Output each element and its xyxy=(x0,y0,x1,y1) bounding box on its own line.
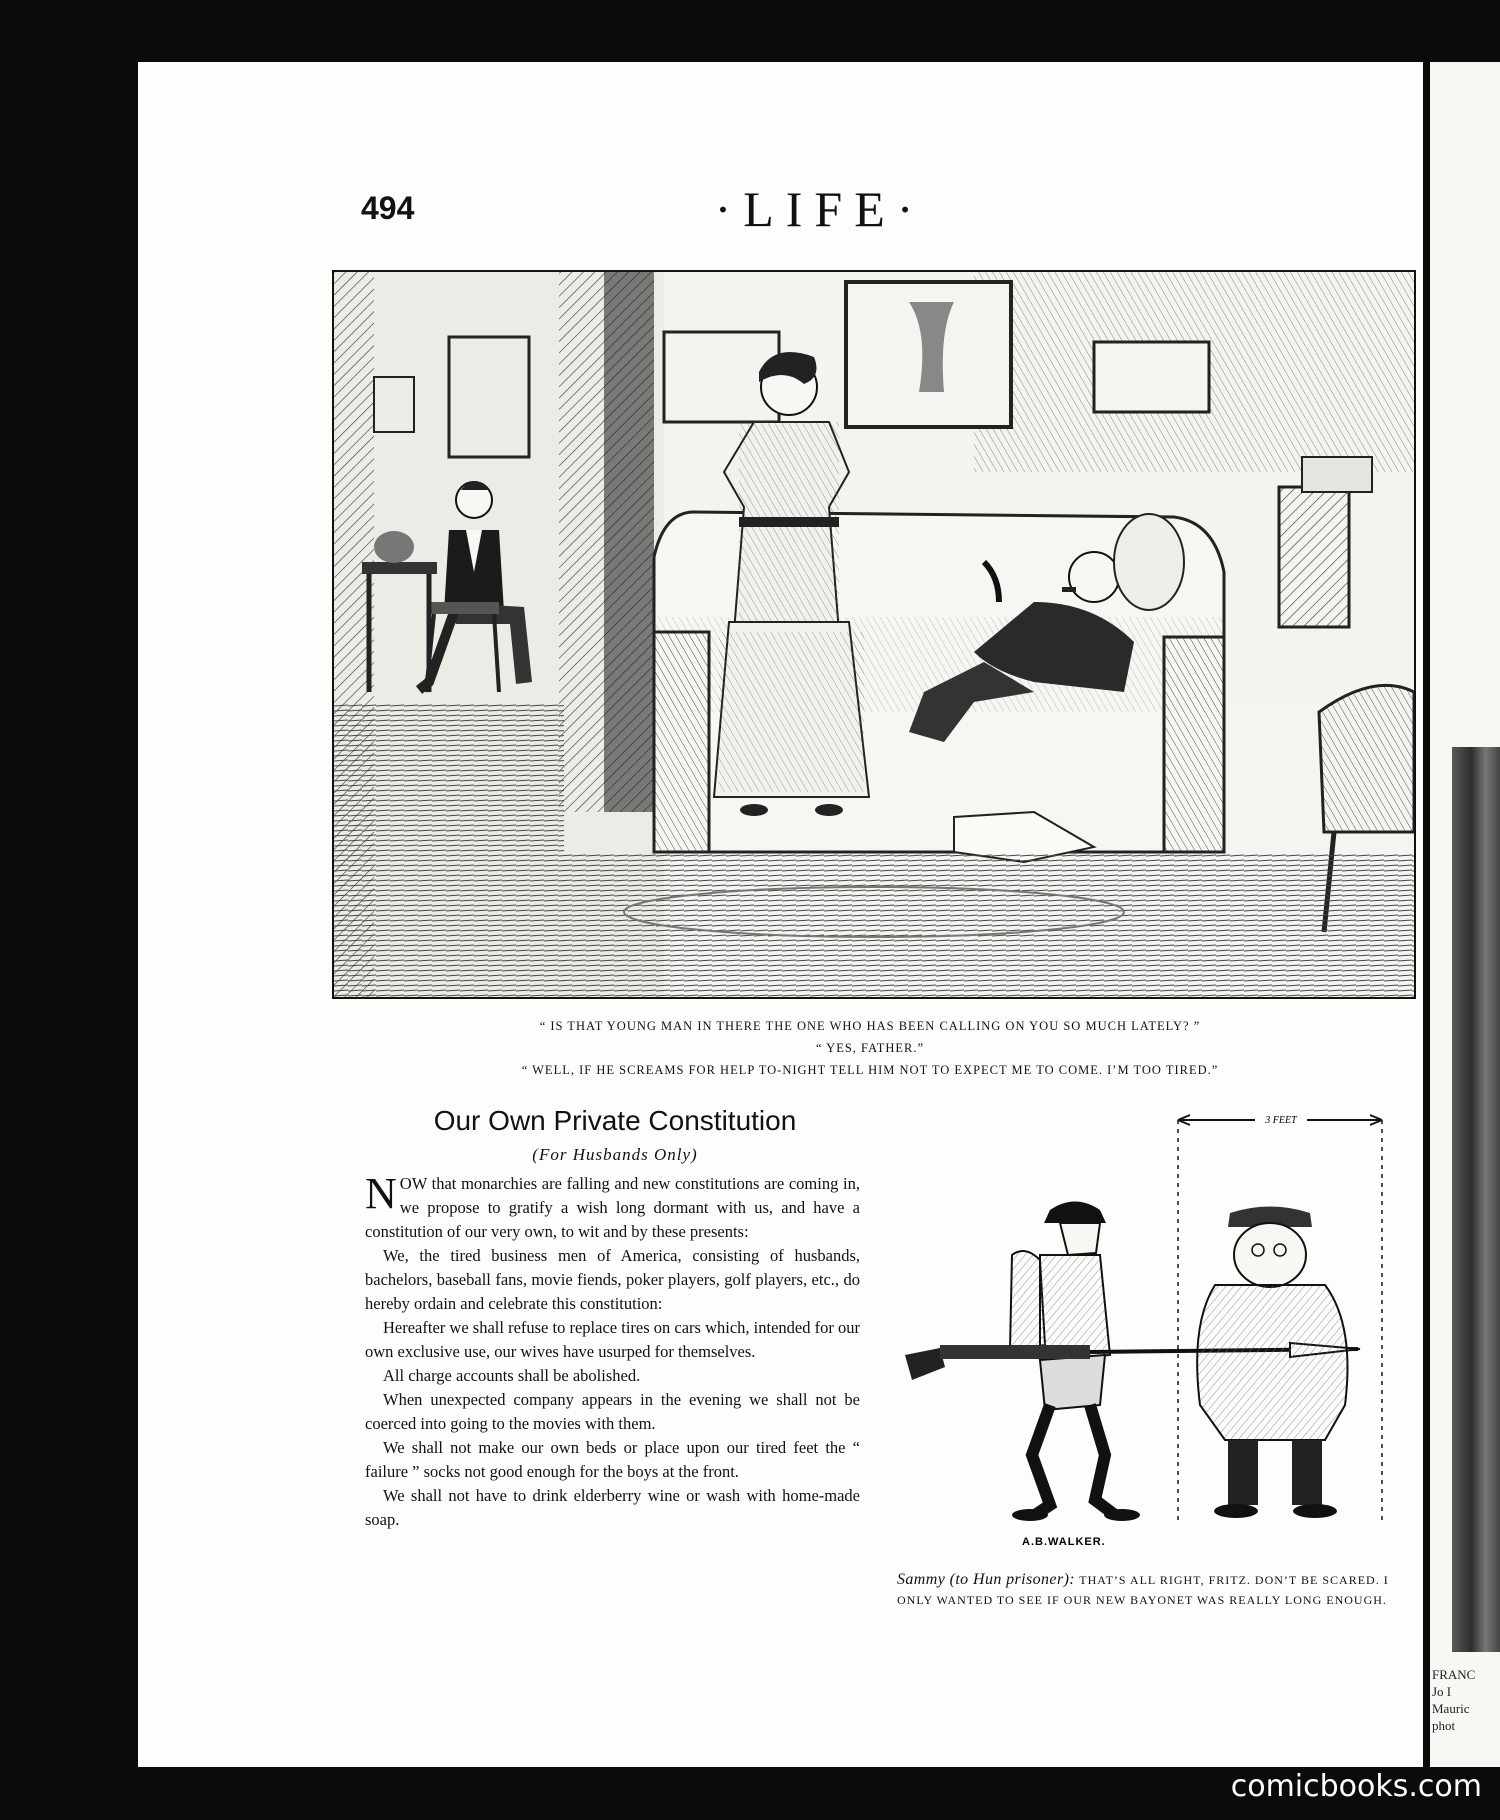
page-number: 494 xyxy=(361,190,415,226)
caption-line: “ WELL, IF HE SCREAMS FOR HELP TO-NIGHT TELL HIM NOT TO EXPECT ME TO COME. I’M TOO TIRED.” xyxy=(521,1063,1219,1077)
article-paragraph: Hereafter we shall refuse to replace tires on cars which, intended for our own exclusive use, our wives have usurped for themselves. xyxy=(365,1318,860,1361)
measure-label: 3 FEET xyxy=(1265,1115,1297,1126)
article-paragraph: All charge accounts shall be abolished. xyxy=(383,1366,641,1385)
top-cartoon-illustration xyxy=(332,270,1416,999)
top-cartoon-caption xyxy=(430,1015,1310,1081)
site-watermark: comicbooks.com xyxy=(1230,1769,1482,1804)
article-paragraph: NOW that monarchies are falling and new constitutions are coming in, we propose to gratify a wish long dormant with us, and have a constitution of our very own, to wit and by these presents: xyxy=(365,1169,860,1241)
facing-page-photo xyxy=(1452,747,1500,1652)
caption-line: “ IS THAT YOUNG MAN IN THERE THE ONE WHO HAS BEEN CALLING ON YOU SO MUCH LATELY? ” xyxy=(539,1019,1201,1033)
article-body xyxy=(365,1169,860,1532)
artist-signature: A.B.WALKER. xyxy=(1022,1536,1106,1548)
drop-cap: N xyxy=(365,1169,397,1218)
caption-speech: THAT’S ALL RIGHT, FRITZ. DON’T BE SCARED. I ONLY WANTED TO SEE IF OUR NEW BAYONET WAS REALLY LONG ENOUGH. xyxy=(897,1573,1389,1607)
bottom-cartoon-caption xyxy=(897,1570,1392,1610)
caption-speaker: Sammy (to Hun prisoner): xyxy=(897,1571,1076,1588)
article-subtitle: (For Husbands Only) xyxy=(532,1145,698,1164)
prisoner-figure xyxy=(1197,1207,1347,1519)
caption-line: “ YES, FATHER.” xyxy=(815,1041,925,1055)
article-paragraph: We shall not have to drink elderberry wine or wash with home-made soap. xyxy=(365,1486,860,1529)
article-paragraph: We, the tired business men of America, consisting of husbands, bachelors, baseball fans, movie fiends, poker players, golf players, etc., do hereby ordain and celebrate this constitution: xyxy=(365,1246,860,1313)
article-paragraph: When unexpected company appears in the evening we shall not be coerced into going to the movies with them. xyxy=(365,1390,860,1433)
facing-page-edge xyxy=(1430,62,1500,1767)
masthead: ·LIFE· xyxy=(714,181,926,237)
soldier-figure xyxy=(1010,1202,1140,1522)
article-paragraph: We shall not make our own beds or place upon our tired feet the “ failure ” socks not good enough for the boys at the front. xyxy=(365,1438,860,1481)
bottom-cartoon-illustration xyxy=(900,1105,1400,1570)
article-title: Our Own Private Constitution xyxy=(433,1105,797,1136)
facing-page-caption: FRANC Jo I Mauric phot xyxy=(1432,1667,1476,1733)
